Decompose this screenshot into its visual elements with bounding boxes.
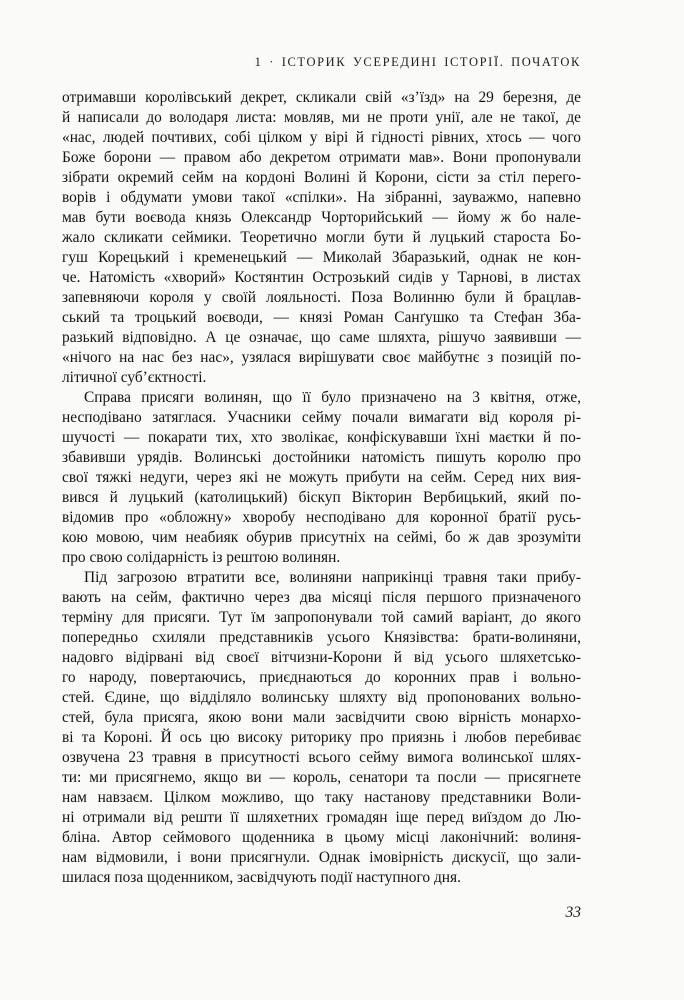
text-line: несподівано затяглася. Учасники сейму почали вимагати від короля рі- bbox=[62, 409, 581, 426]
text-line: отримавши королівський декрет, скликали свій «з’їзд» на 29 березня, де bbox=[62, 89, 581, 106]
text-line: про свою солідарність із рештою волинян. bbox=[62, 549, 341, 566]
text-line: збавивши урядів. Волинські достойники натомість пишуть королю про bbox=[62, 449, 581, 466]
text-line: стей, була присяга, якою вони мали засвідчити свою вірність монархо- bbox=[62, 709, 581, 726]
text-line: нам навзаєм. Цілком можливо, що таку настанову представники Воли- bbox=[62, 789, 581, 806]
text-line: Під загрозою втратити все, волиняни наприкінці травня таки прибу- bbox=[84, 569, 581, 586]
text-line: Боже борони — правом або декретом отримати мав». Вони пропонували bbox=[62, 149, 581, 166]
text-line: Справа присяги волинян, що її було призначено на 3 квітня, отже, bbox=[84, 389, 581, 406]
text-line: гуш Корецький і кременецький — Миколай Збаразький, однак не кон- bbox=[62, 249, 581, 266]
text-line: запевняючи короля у своїй лояльності. Поза Волинню були й брацлав- bbox=[62, 289, 581, 306]
text-line: «нічого на нас без нас», узялася вирішувати своє майбутнє з позицій по- bbox=[62, 349, 581, 366]
text-line: вають на сейм, фактично через два місяці після першого призначеного bbox=[62, 589, 581, 606]
text-line: й написали до володаря листа: мовляв, ми не проти унії, але не такої, де bbox=[62, 109, 581, 126]
text-line: терміну для присяги. Тут їм запропонували той самий варіант, до якого bbox=[62, 609, 581, 626]
text-line: бліна. Автор сеймового щоденника в цьому місці лаконічний: волиня- bbox=[62, 829, 581, 846]
text-line: попередньо схиляли представників усього Князівства: брати-волиняни, bbox=[62, 629, 581, 646]
text-line: че. Натомість «хворий» Костянтин Острозький сидів у Тарнові, в листах bbox=[62, 269, 581, 286]
page-body bbox=[62, 88, 581, 888]
text-line: ти: ми присягнемо, якщо ви — король, сенатори та посли — присягнете bbox=[62, 769, 581, 786]
text-line: разький відповідно. А це означає, що саме шляхта, рішучо заявивши — bbox=[62, 329, 581, 346]
text-line: відомив про «обложну» хворобу несподівано для коронної братії русь- bbox=[62, 509, 581, 526]
text-line: надовго відірвані від своєї вітчизни-Корони й від усього шляхетсько- bbox=[62, 649, 581, 666]
text-line: «нас, людей почтивих, собі цілком у вірі й гідності рівних, хтось — чого bbox=[62, 129, 581, 146]
page-number: 33 bbox=[565, 904, 581, 921]
text-line: го народу, повертаючись, приєднаються до коронних прав і вольно- bbox=[62, 669, 581, 686]
text-line: мав бути воєвода князь Олександр Чорторийський — йому ж бо нале- bbox=[62, 209, 581, 226]
text-line: нам відмовили, і вони присягнули. Однак імовірність дискусії, що зали- bbox=[62, 849, 581, 866]
text-line: ні отримали від решти її шляхетних громадян іще перед виїздом до Лю- bbox=[62, 809, 581, 826]
text-line: кою мовою, чим неабияк обурив присутніх на сеймі, бо ж дав зрозуміти bbox=[62, 529, 581, 546]
text-line: стей. Єдине, що відділяло волинську шляхту від пропонованих вольно- bbox=[62, 689, 581, 706]
text-line: ві та Короні. Й ось цю високу риторику про приязнь і любов перебиває bbox=[62, 729, 581, 746]
text-line: ворів і обдумати умови такої «спілки». На зібранні, зауважмо, напевно bbox=[62, 189, 581, 206]
text-line: літичної суб’єктності. bbox=[62, 369, 207, 386]
running-header: 1 · ІСТОРИК УСЕРЕДИНІ ІСТОРІЇ. ПОЧАТОК bbox=[254, 55, 581, 69]
text-line: шучості — покарати тих, хто зволікає, конфіскувавши їхні маєтки й по- bbox=[62, 429, 581, 446]
text-line: жало скликати сеймики. Теоретично могли бути й луцький староста Бо- bbox=[62, 229, 581, 246]
text-line: шилася поза щоденником, засвідчують події наступного дня. bbox=[62, 869, 461, 886]
text-line: озвучена 23 травня в присутності всього сейму вимога волинської шлях- bbox=[62, 749, 581, 766]
text-line: вився й луцький (католицький) біскуп Вікторин Вербицький, який по- bbox=[62, 489, 581, 506]
text-line: ський та троцький воєводи, — князі Роман Санґушко та Стефан Зба- bbox=[62, 309, 581, 326]
text-line: зібрати окремий сейм на кордоні Волині й Корони, сісти за стіл перего- bbox=[62, 169, 581, 186]
text-line: свої тяжкі недуги, через які не можуть прибути на сейм. Серед них вия- bbox=[62, 469, 581, 486]
